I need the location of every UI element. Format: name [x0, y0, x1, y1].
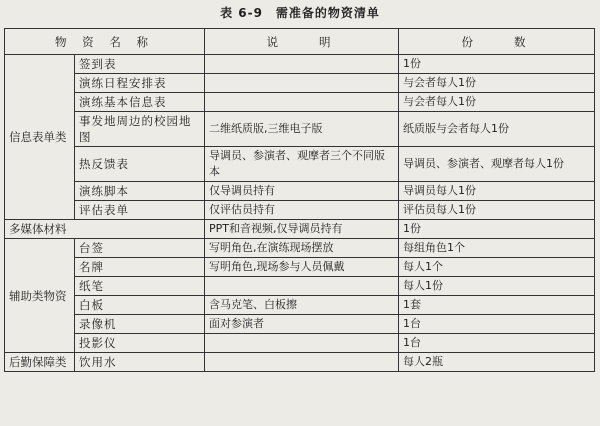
item-description [205, 334, 399, 353]
item-quantity: 每组角色1个 [399, 239, 595, 258]
item-quantity: 每人2瓶 [399, 353, 595, 372]
item-description: 导调员、参演者、观摩者三个不同版本 [205, 147, 399, 182]
item-description [205, 353, 399, 372]
category-cell: 多媒体材料 [5, 220, 205, 239]
category-cell: 辅助类物资 [5, 239, 75, 353]
item-quantity: 1台 [399, 315, 595, 334]
item-description: PPT和音视频,仅导调员持有 [205, 220, 399, 239]
item-name: 名牌 [75, 258, 205, 277]
item-description: 含马克笔、白板擦 [205, 296, 399, 315]
item-description [205, 55, 399, 74]
item-quantity: 导调员每人1份 [399, 182, 595, 201]
table-row [5, 220, 595, 239]
item-name: 台签 [75, 239, 205, 258]
item-quantity: 评估员每人1份 [399, 201, 595, 220]
table-row [5, 353, 595, 372]
table-title: 表 6-9 需准备的物资清单 [220, 6, 380, 20]
table-row [5, 93, 595, 112]
table-row [5, 315, 595, 334]
table-row [5, 258, 595, 277]
item-quantity: 1份 [399, 55, 595, 74]
table-row [5, 182, 595, 201]
table-row [5, 112, 595, 147]
item-quantity: 1台 [399, 334, 595, 353]
table-row [5, 201, 595, 220]
item-name: 热反馈表 [75, 147, 205, 182]
item-quantity: 与会者每人1份 [399, 93, 595, 112]
item-description: 二维纸质版,三维电子版 [205, 112, 399, 147]
item-name: 投影仪 [75, 334, 205, 353]
item-name: 演练日程安排表 [75, 74, 205, 93]
item-description [205, 93, 399, 112]
item-quantity: 导调员、参演者、观摩者每人1份 [399, 147, 595, 182]
table-row [5, 147, 595, 182]
item-description: 写明角色,现场参与人员佩戴 [205, 258, 399, 277]
item-name: 白板 [75, 296, 205, 315]
header-quantity: 份 数 [399, 29, 595, 55]
item-quantity: 每人1个 [399, 258, 595, 277]
table-row [5, 55, 595, 74]
table-row [5, 296, 595, 315]
item-name: 演练脚本 [75, 182, 205, 201]
item-quantity: 每人1份 [399, 277, 595, 296]
category-cell: 信息表单类 [5, 55, 75, 220]
item-name: 饮用水 [75, 353, 205, 372]
item-quantity: 与会者每人1份 [399, 74, 595, 93]
header-item: 物 资 名 称 [5, 29, 205, 55]
item-name: 录像机 [75, 315, 205, 334]
item-description: 仅评估员持有 [205, 201, 399, 220]
table-row [5, 239, 595, 258]
item-description [205, 74, 399, 93]
item-name: 演练基本信息表 [75, 93, 205, 112]
header-row [5, 29, 595, 55]
header-description: 说 明 [205, 29, 399, 55]
item-name: 纸笔 [75, 277, 205, 296]
item-description: 仅导调员持有 [205, 182, 399, 201]
table-row [5, 334, 595, 353]
item-name: 签到表 [75, 55, 205, 74]
item-quantity: 1套 [399, 296, 595, 315]
item-description: 面对参演者 [205, 315, 399, 334]
category-cell: 后勤保障类 [5, 353, 75, 372]
item-name: 事发地周边的校园地图 [75, 112, 205, 147]
item-description [205, 277, 399, 296]
item-quantity: 纸质版与会者每人1份 [399, 112, 595, 147]
item-name: 评估表单 [75, 201, 205, 220]
table-row [5, 74, 595, 93]
item-quantity: 1份 [399, 220, 595, 239]
item-description: 写明角色,在演练现场摆放 [205, 239, 399, 258]
materials-table [4, 28, 595, 372]
table-row [5, 277, 595, 296]
